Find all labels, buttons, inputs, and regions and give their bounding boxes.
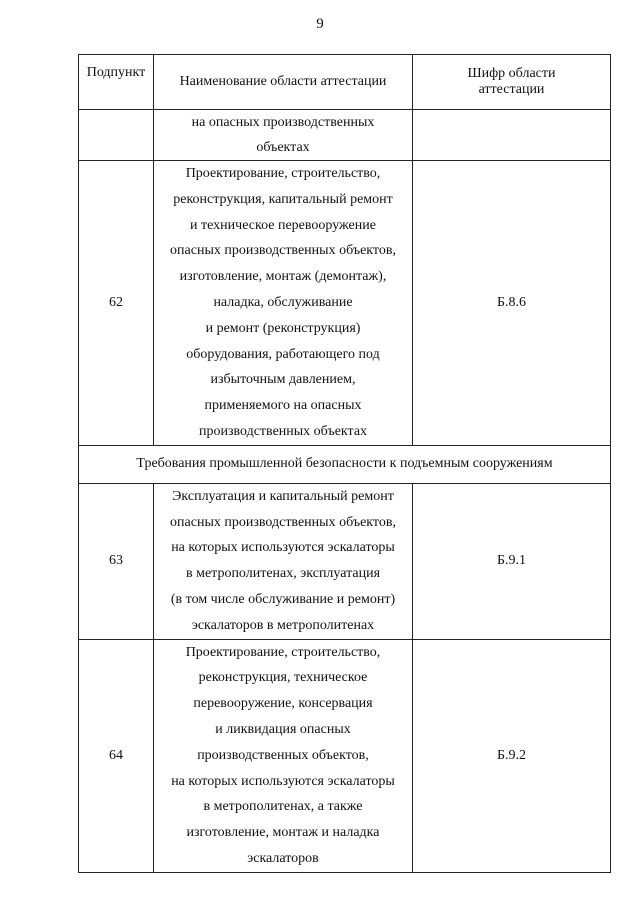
section-row: [79, 445, 611, 483]
row63-num: 63: [79, 483, 154, 639]
row64-line: реконструкция, техническое: [198, 670, 368, 686]
continuation-code: [413, 110, 611, 161]
row64-line: на которых используются эскалаторы: [171, 773, 395, 789]
continuation-name: [154, 110, 413, 161]
header-code: [413, 55, 611, 110]
row63-code: Б.9.1: [413, 483, 611, 639]
table-header-row: [79, 55, 611, 110]
row62-line: изготовление, монтаж (демонтаж),: [179, 269, 387, 285]
section-title: Требования промышленной безопасности к подъемным сооружениям: [79, 445, 611, 483]
row64-code: Б.9.2: [413, 639, 611, 872]
table-row-62: [79, 161, 611, 446]
row64-line: и ликвидация опасных: [215, 721, 351, 737]
row64-line: Проектирование, строительство,: [185, 644, 381, 660]
row62-num: 62: [79, 161, 154, 446]
row64-line: эскалаторов: [247, 850, 319, 866]
table-row-continuation: [79, 110, 611, 161]
row62-line: производственных объектах: [198, 423, 368, 439]
row62-name: [154, 161, 413, 446]
row62-line: применяемого на опасных: [204, 398, 362, 414]
row62-line: наладка, обслуживание: [213, 294, 353, 310]
row63-line: (в том числе обслуживание и ремонт): [170, 591, 396, 607]
row62-line: оборудования, работающего под: [186, 346, 380, 362]
row62-line: и техническое перевооружение: [190, 217, 376, 233]
row63-line: Эксплуатация и капитальный ремонт: [172, 488, 394, 504]
row64-num: 64: [79, 639, 154, 872]
continuation-line: объектах: [256, 140, 310, 155]
row62-line: избыточным давлением,: [210, 372, 356, 388]
row63-name: [154, 483, 413, 639]
row62-code: Б.8.6: [413, 161, 611, 446]
header-num: Подпункт: [79, 55, 154, 110]
row64-name: [154, 639, 413, 872]
row63-line: в метрополитенах, эксплуатация: [185, 566, 381, 582]
row62-line: опасных производственных объектов,: [170, 243, 396, 259]
table-row-63: [79, 483, 611, 639]
header-code-line1: Шифр области: [467, 66, 556, 81]
row62-line: и ремонт (реконструкция): [205, 320, 361, 336]
row63-line: эскалаторов в метрополитенах: [191, 617, 375, 633]
row62-line: реконструкция, капитальный ремонт: [173, 191, 393, 207]
row62-line: Проектирование, строительство,: [185, 166, 381, 181]
header-name: Наименование области аттестации: [154, 55, 413, 110]
header-code-line2: аттестации: [478, 82, 545, 97]
page-number: 9: [316, 16, 324, 32]
table-row-64: [79, 639, 611, 872]
row64-line: производственных объектов,: [197, 747, 369, 763]
row63-line: на которых используются эскалаторы: [171, 540, 395, 556]
attestation-table: [78, 54, 611, 873]
row64-line: перевооружение, консервация: [193, 696, 373, 712]
row64-line: изготовление, монтаж и наладка: [186, 825, 380, 841]
continuation-num: [79, 110, 154, 161]
continuation-line: на опасных производственных: [191, 115, 375, 130]
row63-line: опасных производственных объектов,: [170, 514, 396, 530]
row64-line: в метрополитенах, а также: [203, 799, 363, 815]
